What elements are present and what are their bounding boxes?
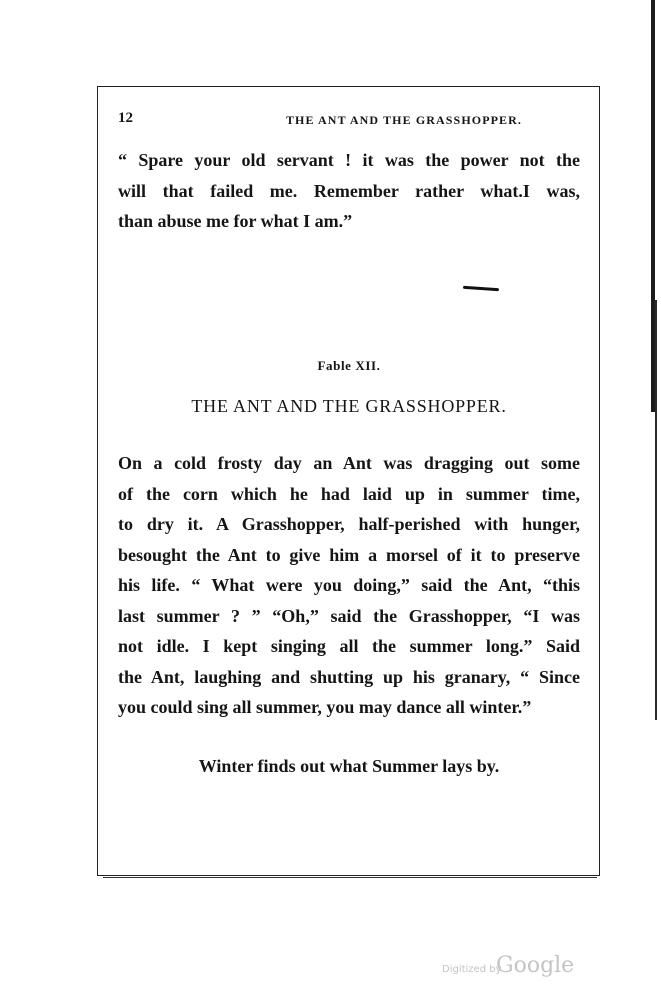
page-edge-line [655, 300, 657, 720]
text-line: to dry it. A Grasshopper, half-perished with hunger, [118, 514, 580, 534]
text-line: besought the Ant to give him a morsel of it to preserve [118, 544, 580, 565]
watermark-prefix: Digitized by [442, 964, 502, 975]
text-line: than abuse me for what I am.” [118, 211, 353, 231]
fable-title: THE ANT AND THE GRASSHOPPER. [191, 396, 507, 416]
text-line: the Ant, laughing and shutting up his granary, “ Since [118, 666, 580, 687]
text-line: of the corn which he had laid up in summer time, [118, 483, 580, 504]
text-line: will that failed me. Remember rather what.I was, [118, 180, 580, 201]
text-line: not idle. I kept singing all the summer long.” Said [118, 636, 580, 656]
text-line: “ Spare your old servant ! it was the power not the [118, 150, 580, 170]
text-line: last summer ? ” “Oh,” said the Grasshopper, “I was [118, 605, 580, 626]
fable-number-label: Fable XII. [317, 358, 381, 373]
running-head: THE ANT AND THE GRASSHOPPER. [285, 113, 523, 127]
text-line: his life. “ What were you doing,” said the Ant, “this [118, 575, 580, 595]
page-bottom-rule [103, 877, 597, 878]
fable-moral: Winter finds out what Summer lays by. [198, 756, 500, 776]
page-number: 12 [118, 110, 133, 126]
google-logo: Google [496, 953, 575, 978]
text-line: you could sing all summer, you may dance all winter.” [118, 697, 532, 717]
digitized-watermark [442, 953, 582, 979]
previous-fable-ending [118, 145, 580, 237]
page-header [118, 110, 588, 134]
fable-body [118, 448, 580, 723]
text-line: On a cold frosty day an Ant was dragging out some [118, 453, 580, 473]
